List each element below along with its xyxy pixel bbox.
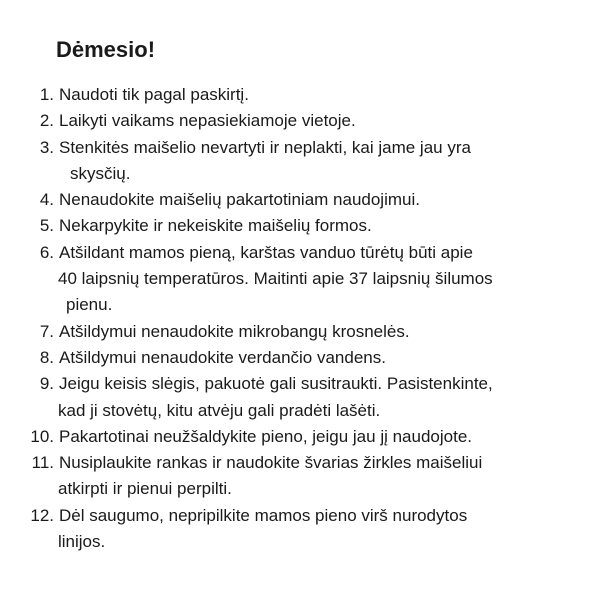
list-item	[20, 371, 580, 424]
list-item	[20, 187, 580, 213]
item-text-continuation: linijos.	[58, 532, 106, 552]
item-number: 2.	[39, 111, 54, 131]
item-text: Nenaudokite maišelių pakartotiniam naudojimui.	[59, 190, 420, 210]
item-text: Jeigu keisis slėgis, pakuotė gali susitraukti. Pasistenkinte,	[59, 374, 493, 394]
item-text: Dėl saugumo, nepripilkite mamos pieno virš nurodytos	[59, 505, 468, 525]
item-number: 8.	[39, 347, 54, 367]
item-number: 11.	[31, 453, 54, 473]
item-text: Atšildymui nenaudokite verdančio vandens.	[59, 347, 386, 367]
item-text-continuation: skysčių.	[70, 163, 131, 183]
item-text-continuation: 40 laipsnių temperatūros. Maitinti apie 37 laipsnių šilumos	[58, 269, 493, 289]
item-text: Atšildant mamos pieną, karštas vanduo tūrėtų būti apie	[59, 242, 473, 262]
item-text: Laikyti vaikams nepasiekiamoje vietoje.	[59, 111, 356, 131]
item-text: Pakartotinai neužšaldykite pieno, jeigu jau jį naudojote.	[59, 426, 472, 446]
item-text: Atšildymui nenaudokite mikrobangų krosnelės.	[59, 321, 410, 341]
item-number: 9.	[39, 374, 54, 394]
item-number: 4.	[39, 190, 54, 210]
list-item	[20, 450, 580, 503]
list-item	[20, 319, 580, 345]
item-text-continuation: atkirpti ir pienui perpilti.	[58, 479, 232, 499]
list-item	[20, 82, 580, 108]
item-number: 12.	[30, 505, 54, 525]
list-item	[20, 213, 580, 239]
instruction-list	[20, 82, 580, 555]
page-title: Dėmesio!	[56, 37, 156, 62]
item-text: Stenkitės maišelio nevartyti ir neplakti, kai jame jau yra	[59, 137, 471, 157]
item-number: 5.	[39, 216, 54, 236]
item-text: Naudoti tik pagal paskirtį.	[59, 85, 249, 104]
item-text-continuation: pienu.	[66, 295, 113, 315]
list-item	[20, 240, 580, 319]
item-number: 1.	[39, 85, 54, 104]
list-item	[20, 135, 580, 188]
item-text: Nekarpykite ir nekeiskite maišelių formos.	[59, 216, 372, 236]
list-item	[20, 424, 580, 450]
list-item	[20, 345, 580, 371]
item-number: 6.	[39, 242, 54, 262]
list-item	[20, 108, 580, 134]
item-number: 10.	[30, 426, 54, 446]
item-number: 3.	[39, 137, 54, 157]
item-number: 7.	[39, 321, 54, 341]
item-text-continuation: kad ji stovėtų, kitu atvėju gali pradėti lašėti.	[58, 400, 381, 420]
list-item	[20, 503, 580, 556]
item-text: Nusiplaukite rankas ir naudokite švarias žirkles maišeliui	[59, 453, 483, 473]
